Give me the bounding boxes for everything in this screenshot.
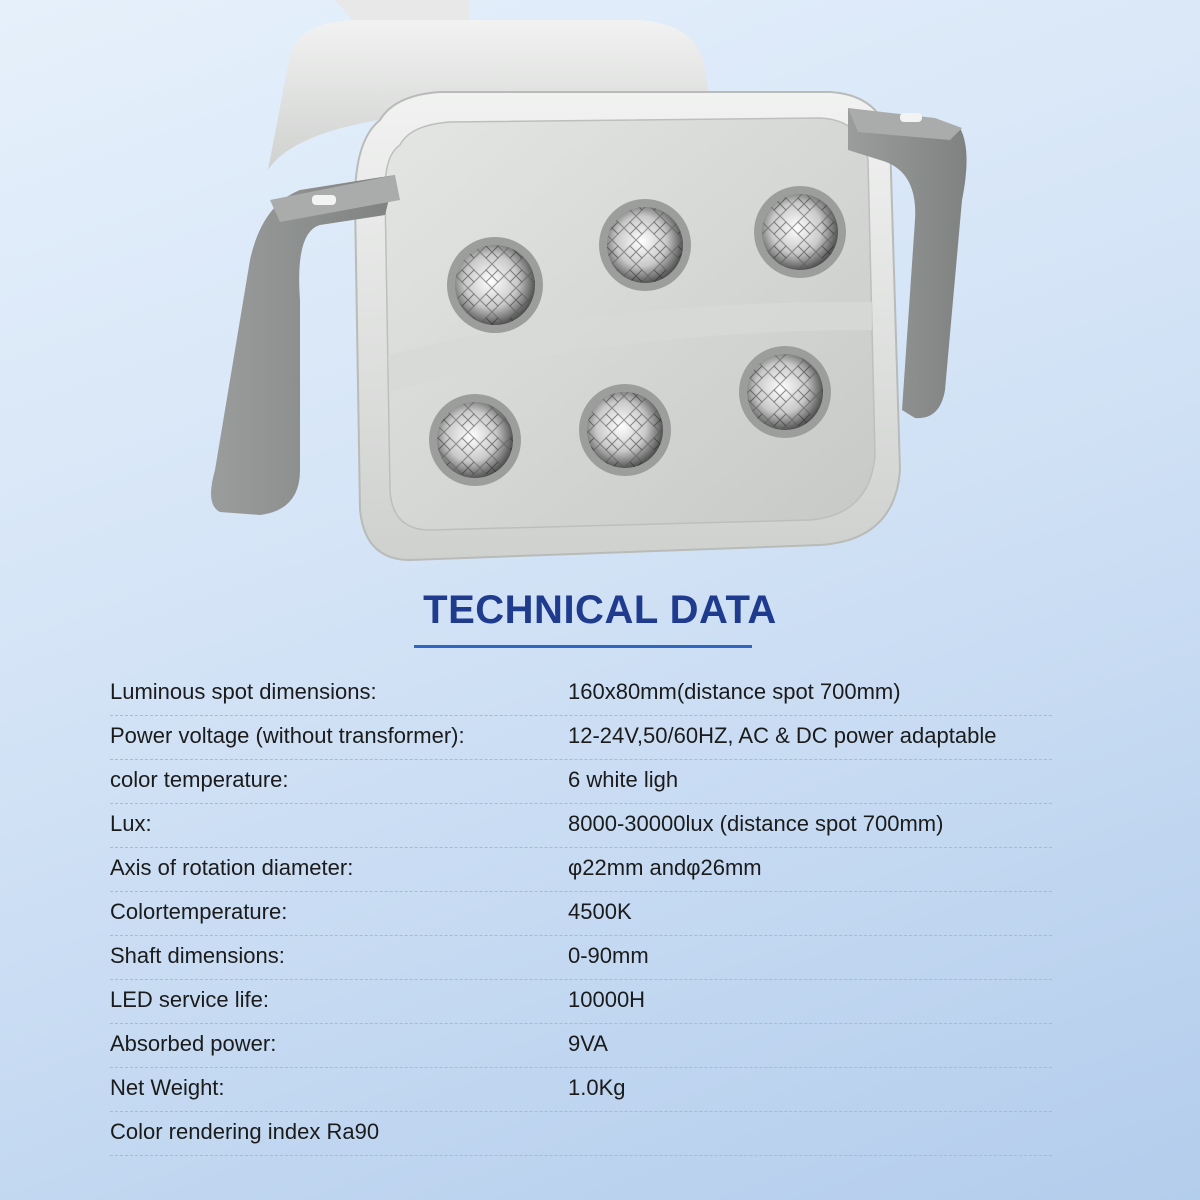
spec-value: 6 white ligh	[568, 767, 679, 792]
spec-label: Color rendering index Ra90	[110, 1119, 380, 1144]
spec-value: 9VA	[568, 1031, 608, 1056]
spec-label: Luminous spot dimensions:	[110, 679, 377, 704]
spec-row	[110, 716, 1052, 760]
spec-row	[110, 892, 1052, 936]
spec-row	[110, 848, 1052, 892]
spec-value: 160x80mm(distance spot 700mm)	[568, 679, 901, 704]
spec-value: 8000-30000lux (distance spot 700mm)	[568, 811, 944, 836]
spec-label: Power voltage (without transformer):	[110, 723, 465, 748]
spec-label: Lux:	[110, 811, 152, 836]
title-underline	[414, 645, 752, 648]
spec-row	[110, 804, 1052, 848]
spec-label: Colortemperature:	[110, 899, 288, 924]
spec-value: 4500K	[568, 899, 632, 924]
title-area	[0, 588, 1200, 633]
spec-label: Axis of rotation diameter:	[110, 855, 354, 880]
spec-row	[110, 936, 1052, 980]
spec-label: color temperature:	[110, 767, 289, 792]
spec-value: 10000H	[568, 987, 646, 1012]
spec-value: 1.0Kg	[568, 1075, 626, 1100]
spec-label: Net Weight:	[110, 1075, 225, 1100]
spec-row	[110, 1024, 1052, 1068]
spec-value: 12-24V,50/60HZ, AC & DC power adaptable	[568, 723, 997, 748]
spec-row	[110, 1112, 1052, 1156]
spec-label: Shaft dimensions:	[110, 943, 285, 968]
page-title: TECHNICAL DATA	[423, 588, 777, 632]
spec-row	[110, 672, 1052, 716]
spec-row	[110, 980, 1052, 1024]
dental-led-lamp-icon	[0, 0, 1200, 580]
spec-table	[110, 672, 1052, 1156]
spec-label: LED service life:	[110, 987, 269, 1012]
spec-value: φ22mm andφ26mm	[568, 855, 762, 880]
spec-label: Absorbed power:	[110, 1031, 277, 1056]
spec-value: 0-90mm	[568, 943, 649, 968]
spec-row	[110, 760, 1052, 804]
spec-row	[110, 1068, 1052, 1112]
